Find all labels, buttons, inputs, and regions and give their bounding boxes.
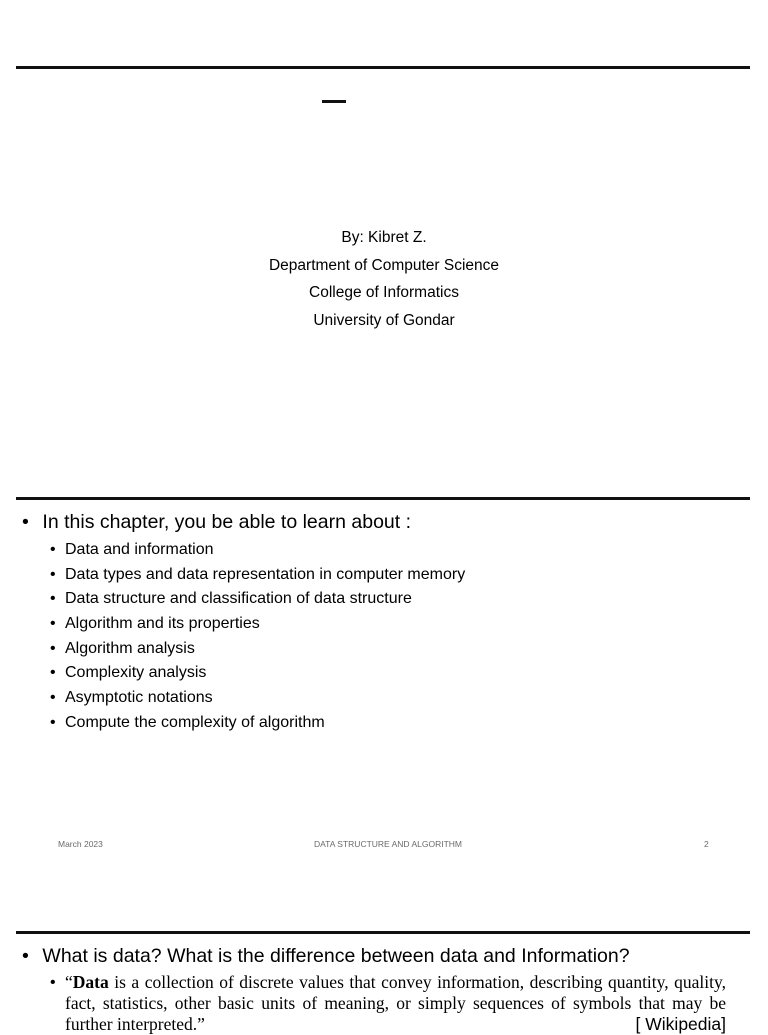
slide3-top-rule xyxy=(16,931,750,934)
author-line-department: Department of Computer Science xyxy=(268,256,500,274)
slide2-heading-text: In this chapter, you be able to learn about : xyxy=(42,511,412,533)
quote-bullet: • xyxy=(50,974,56,991)
list-item: • Algorithm and its properties xyxy=(50,615,260,633)
topic-label: Data structure and classification of data structure xyxy=(65,590,412,608)
slide1-title-fragment xyxy=(322,100,346,103)
topic-list xyxy=(50,538,465,736)
slide3-heading-text: What is data? What is the difference between data and Information? xyxy=(42,945,630,967)
quote-body: is a collection of discrete values that convey information, describing quantity, quality, fact, statistics, other basic units of meaning, or simply sequences of symbols that may be further interpreted.” xyxy=(65,972,726,1034)
quote-open-mark: “ xyxy=(65,972,73,992)
slide1-top-rule xyxy=(16,66,750,69)
topic-label: Complexity analysis xyxy=(65,664,207,682)
data-definition-quote xyxy=(50,972,726,1035)
slide2-top-rule xyxy=(16,497,750,500)
author-line-university: University of Gondar xyxy=(313,311,455,329)
topic-label: Compute the complexity of algorithm xyxy=(65,713,325,731)
topic-label: Asymptotic notations xyxy=(65,689,213,707)
author-line-college: College of Informatics xyxy=(309,284,459,301)
author-line-by: By: Kibret Z. xyxy=(341,229,427,246)
quote-text xyxy=(65,972,726,1035)
slide3-heading xyxy=(22,945,630,968)
topic-label: Data and information xyxy=(65,541,214,558)
list-item: • Compute the complexity of algorithm xyxy=(50,713,325,731)
list-item: • Data structure and classification of data structure xyxy=(50,590,412,608)
quote-term: Data xyxy=(72,972,109,992)
list-item: • Algorithm analysis xyxy=(50,639,195,657)
list-item: • Data types and data representation in computer memory xyxy=(50,565,466,583)
footer-course: DATA STRUCTURE AND ALGORITHM xyxy=(314,839,462,849)
topic-label: Algorithm analysis xyxy=(65,639,195,657)
list-item: • Asymptotic notations xyxy=(50,689,213,707)
topic-label: Data types and data representation in computer memory xyxy=(65,565,466,583)
footer-date: March 2023 xyxy=(58,839,103,849)
quote-citation: [ Wikipedia] xyxy=(635,1014,726,1034)
list-item: • Complexity analysis xyxy=(50,664,207,682)
list-item: • Data and information xyxy=(50,541,214,558)
footer-page-number: 2 xyxy=(704,839,709,849)
slide2-heading xyxy=(22,511,411,534)
author-block xyxy=(0,224,768,334)
topic-label: Algorithm and its properties xyxy=(65,615,260,633)
